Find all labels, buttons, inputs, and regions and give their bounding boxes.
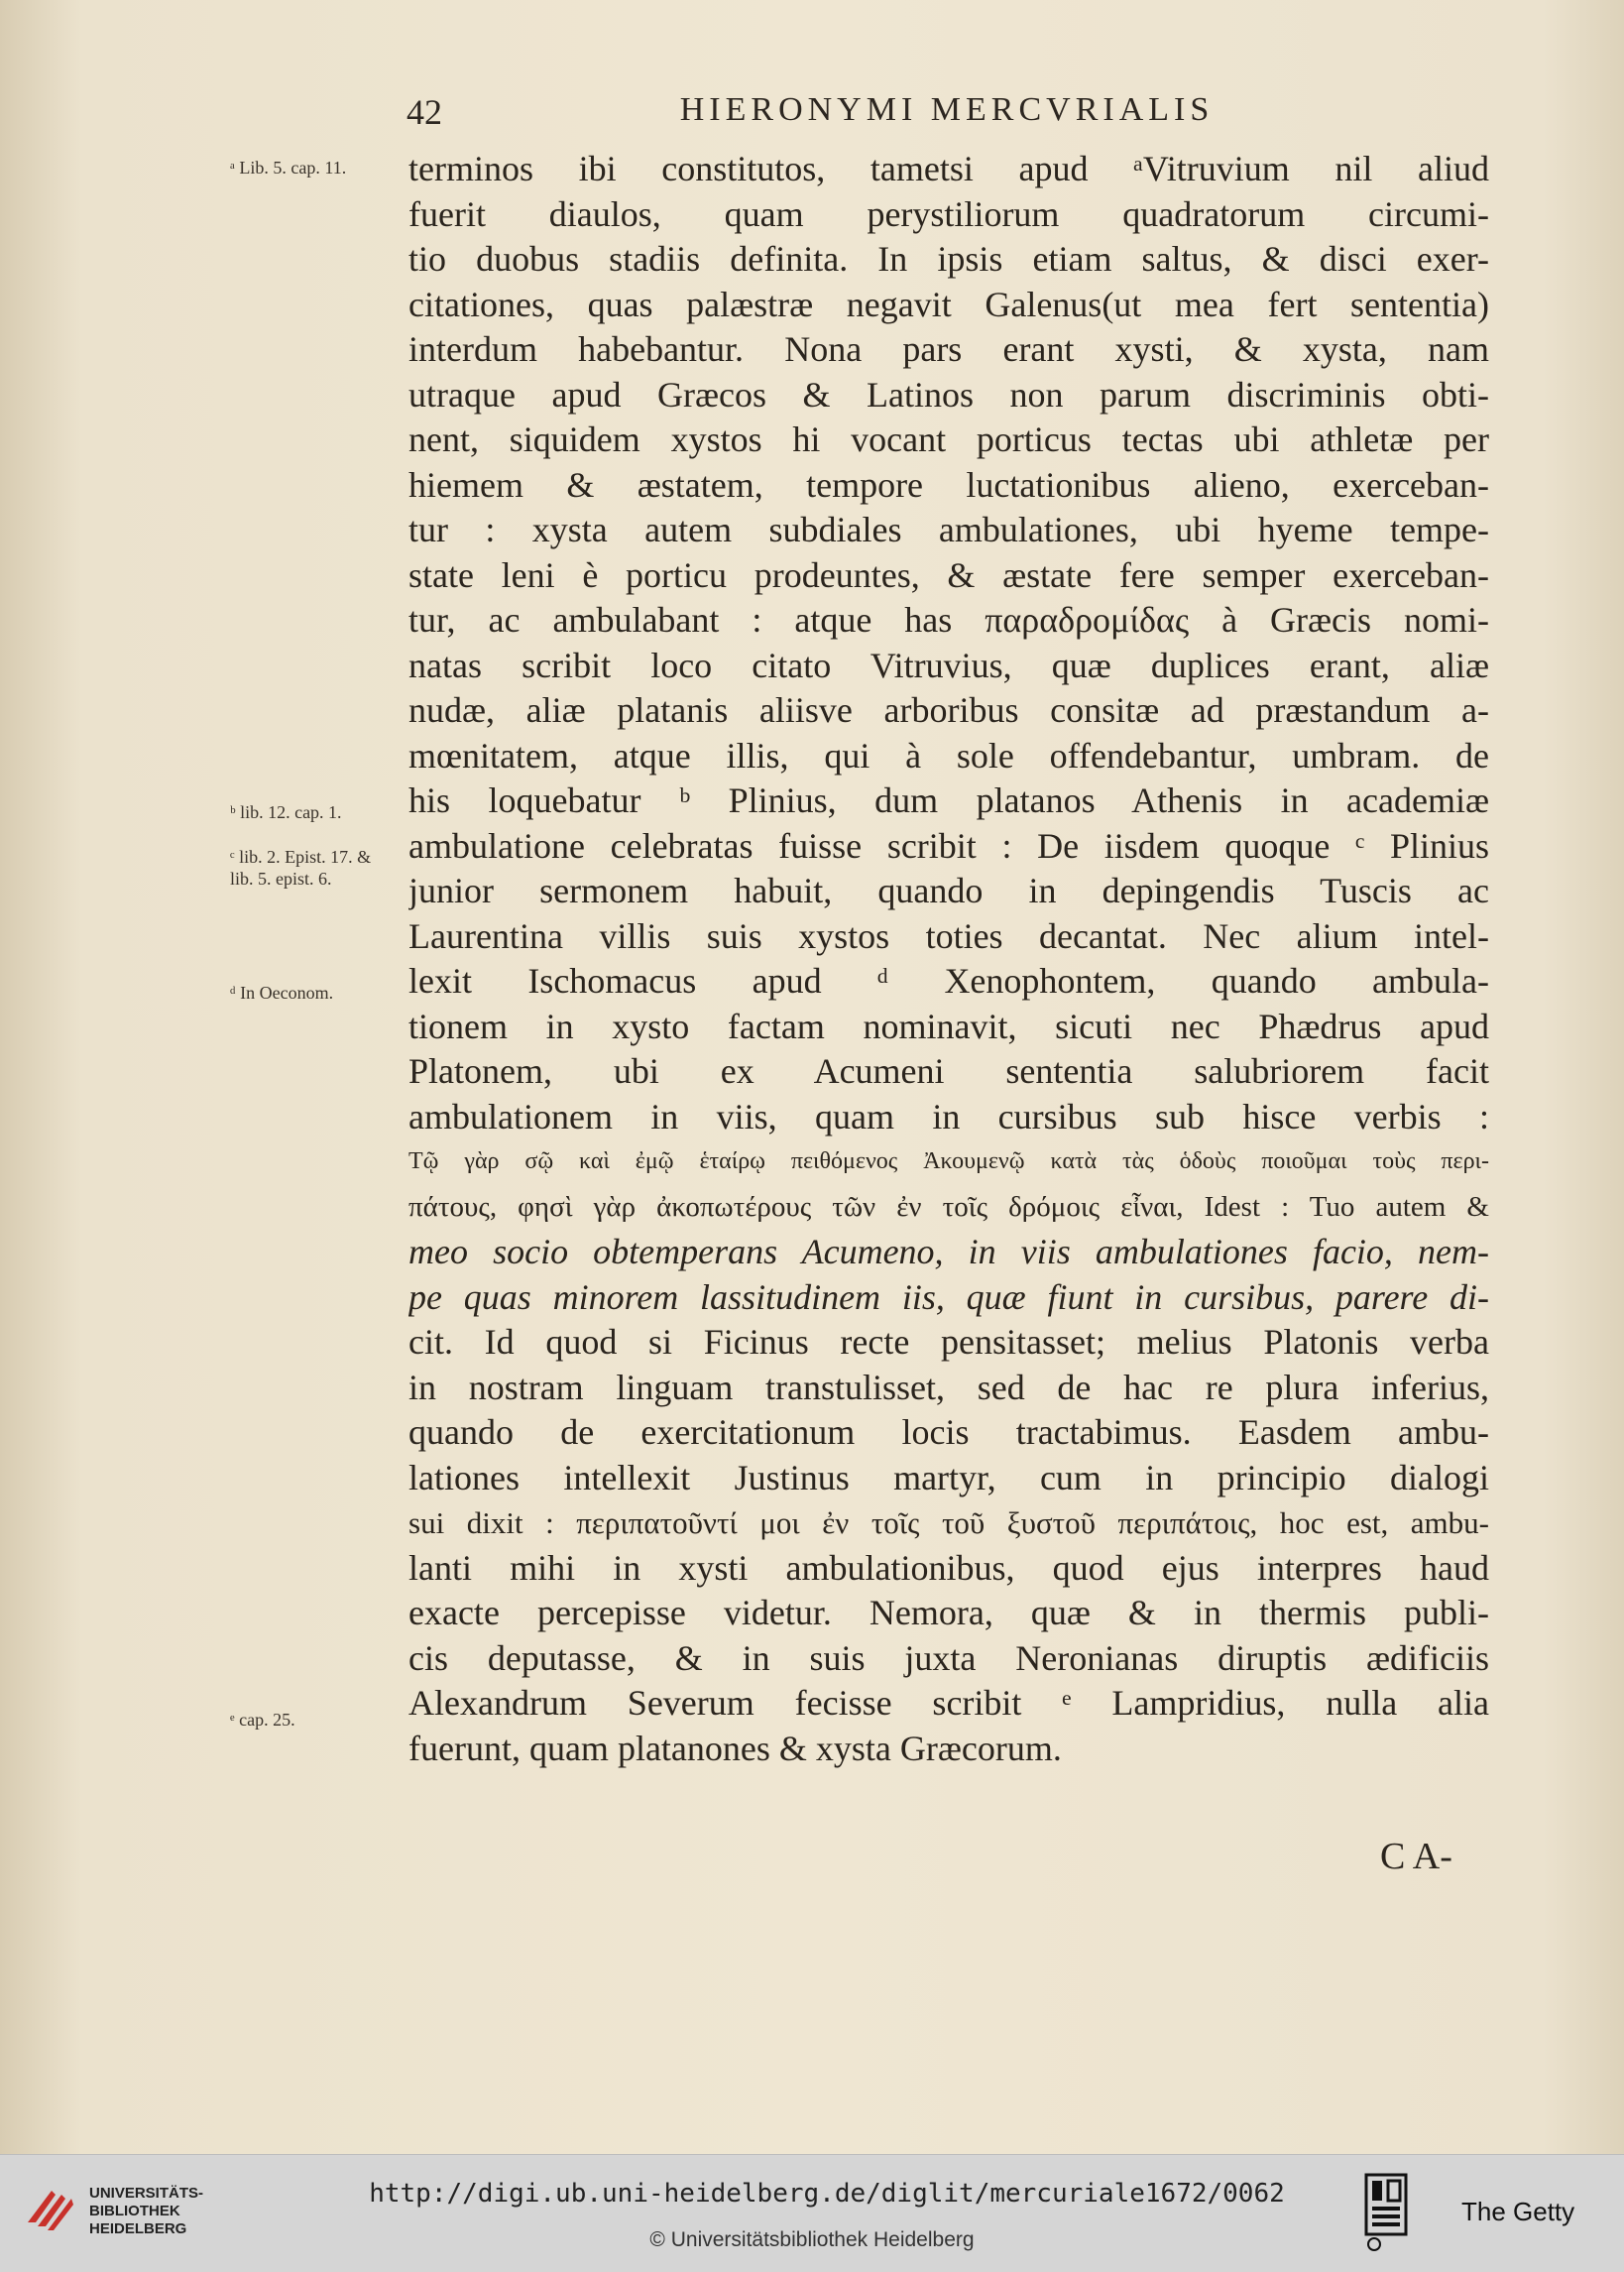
margin-note: ᵈ In Oeconom. — [230, 983, 334, 1003]
text-line: nent, siquidem xystos hi vocant porticus tectas ubi athletæ per — [408, 419, 1489, 459]
text-line: tur, ac ambulabant : atque has παραδρομίδας à Græcis nomi- — [408, 600, 1489, 640]
text-line: ambulationem in viis, quam in cursibus sub hisce verbis : — [408, 1096, 1489, 1136]
text-line: Laurentina villis suis xystos toties decantat. Nec alium intel- — [408, 915, 1489, 956]
text-line: citationes, quas palæstræ negavit Galenus(ut mea fert sententia) — [408, 284, 1489, 324]
margin-note: ᶜ lib. 2. Epist. 17. & lib. 5. epist. 6. — [230, 847, 372, 889]
text-line: his loquebatur ᵇ Plinius, dum platanos Athenis in academiæ — [408, 780, 1489, 820]
margin-note: ᵃ Lib. 5. cap. 11. — [230, 158, 347, 178]
text-line: natas scribit loco citato Vitruvius, quæ duplices erant, aliæ — [408, 645, 1489, 685]
text-line: tionem in xysto factam nominavit, sicuti nec Phædrus apud — [408, 1006, 1489, 1046]
getty-logo — [1364, 2173, 1408, 2252]
text-line: exacte percepisse videtur. Nemora, quæ & in thermis publi- — [408, 1593, 1489, 1632]
text-line: cit. Id quod si Ficinus recte pensitasset; melius Platonis verba — [408, 1322, 1489, 1362]
text-line: cis deputasse, & in suis juxta Neronianas diruptis ædificiis — [408, 1637, 1489, 1678]
text-line: ambulatione celebratas fuisse scribit : De iisdem quoque ᶜ Plinius — [408, 825, 1489, 866]
university-library-name: UNIVERSITÄTS- BIBLIOTHEK HEIDELBERG — [89, 2185, 204, 2237]
permalink-url[interactable]: http://digi.ub.uni-heidelberg.de/diglit/mercuriale1672/0062 — [369, 2179, 1285, 2209]
viewer-footer — [0, 2154, 1624, 2272]
text-line: in nostram linguam transtulisset, sed de hac re plura inferius, — [408, 1367, 1489, 1407]
margin-note: ᵉ cap. 25. — [230, 1710, 295, 1730]
text-line: Platonem, ubi ex Acumeni sententia salubriorem facit — [408, 1051, 1489, 1091]
text-line: tio duobus stadiis definita. In ipsis etiam saltus, & disci exer- — [408, 239, 1489, 279]
text-line: pe quas minorem lassitudinem iis, quæ fiunt in cursibus, parere di- — [408, 1276, 1489, 1317]
running-title: HIERONYMI MERCVRIALIS — [679, 91, 1215, 128]
text-line: terminos ibi constitutos, tametsi apud ᵃVitruvium nil aliud — [408, 149, 1489, 188]
text-line: lexit Ischomacus apud ᵈ Xenophontem, quando ambula- — [408, 961, 1489, 1001]
text-line: fuerit diaulos, quam perystiliorum quadratorum circumi- — [408, 193, 1489, 234]
text-line: meo socio obtemperans Acumeno, in viis ambulationes facio, nem- — [408, 1232, 1489, 1271]
text-line: sui dixit : περιπατοῦντί μοι ἐν τοῖς τοῦ ξυστοῦ περιπάτοις, hoc est, ambu- — [408, 1505, 1489, 1540]
text-line: hiemem & æstatem, tempore luctationibus alieno, exerceban- — [408, 464, 1489, 505]
page-number: 42 — [406, 92, 442, 132]
greek-text-line: Τῷ γὰρ σῷ καὶ ἐμῷ ἑταίρῳ πειθόμενος Ἀκουμενῷ κατὰ τὰς ὁδοὺς ποιοῦμαι τοὺς περι- — [408, 1148, 1489, 1174]
text-line: fuerunt, quam platanones & xysta Græcorum. — [408, 1728, 1062, 1768]
page-header — [406, 91, 1487, 139]
text-line: Alexandrum Severum fecisse scribit ᵉ Lampridius, nulla alia — [408, 1683, 1489, 1723]
text-line: state leni è porticu prodeuntes, & æstate fere semper exerceban- — [408, 554, 1489, 595]
text-line: lationes intellexit Justinus martyr, cum in principio dialogi — [408, 1457, 1489, 1497]
margin-note: ᵇ lib. 12. cap. 1. — [230, 802, 342, 822]
text-line: πάτους, φησὶ γὰρ ἀκοπωτέρους τῶν ἐν τοῖς δρόμοις εἶναι, Idest : Tuo autem & — [408, 1190, 1489, 1223]
text-line: lanti mihi in xysti ambulationibus, quod ejus interpres haud — [408, 1547, 1489, 1588]
text-line: utraque apud Græcos & Latinos non parum discriminis obti- — [408, 374, 1489, 415]
text-line: mœnitatem, atque illis, qui à sole offendebantur, umbram. de — [408, 735, 1489, 776]
text-line: tur : xysta autem subdiales ambulationes, ubi hyeme tempe- — [408, 510, 1489, 549]
text-line: quando de exercitationum locis tractabimus. Easdem ambu- — [408, 1412, 1489, 1452]
catchword: C A- — [1380, 1836, 1452, 1877]
getty-name: The Getty — [1461, 2197, 1575, 2226]
text-line: interdum habebantur. Nona pars erant xysti, & xysta, nam — [408, 329, 1489, 369]
text-line: junior sermonem habuit, quando in depingendis Tuscis ac — [408, 871, 1489, 910]
body-text — [408, 147, 1489, 1771]
copyright-notice: © Universitätsbibliothek Heidelberg — [649, 2228, 975, 2251]
text-line: nudæ, aliæ platanis aliisve arboribus consitæ ad præstandum a- — [408, 690, 1489, 730]
